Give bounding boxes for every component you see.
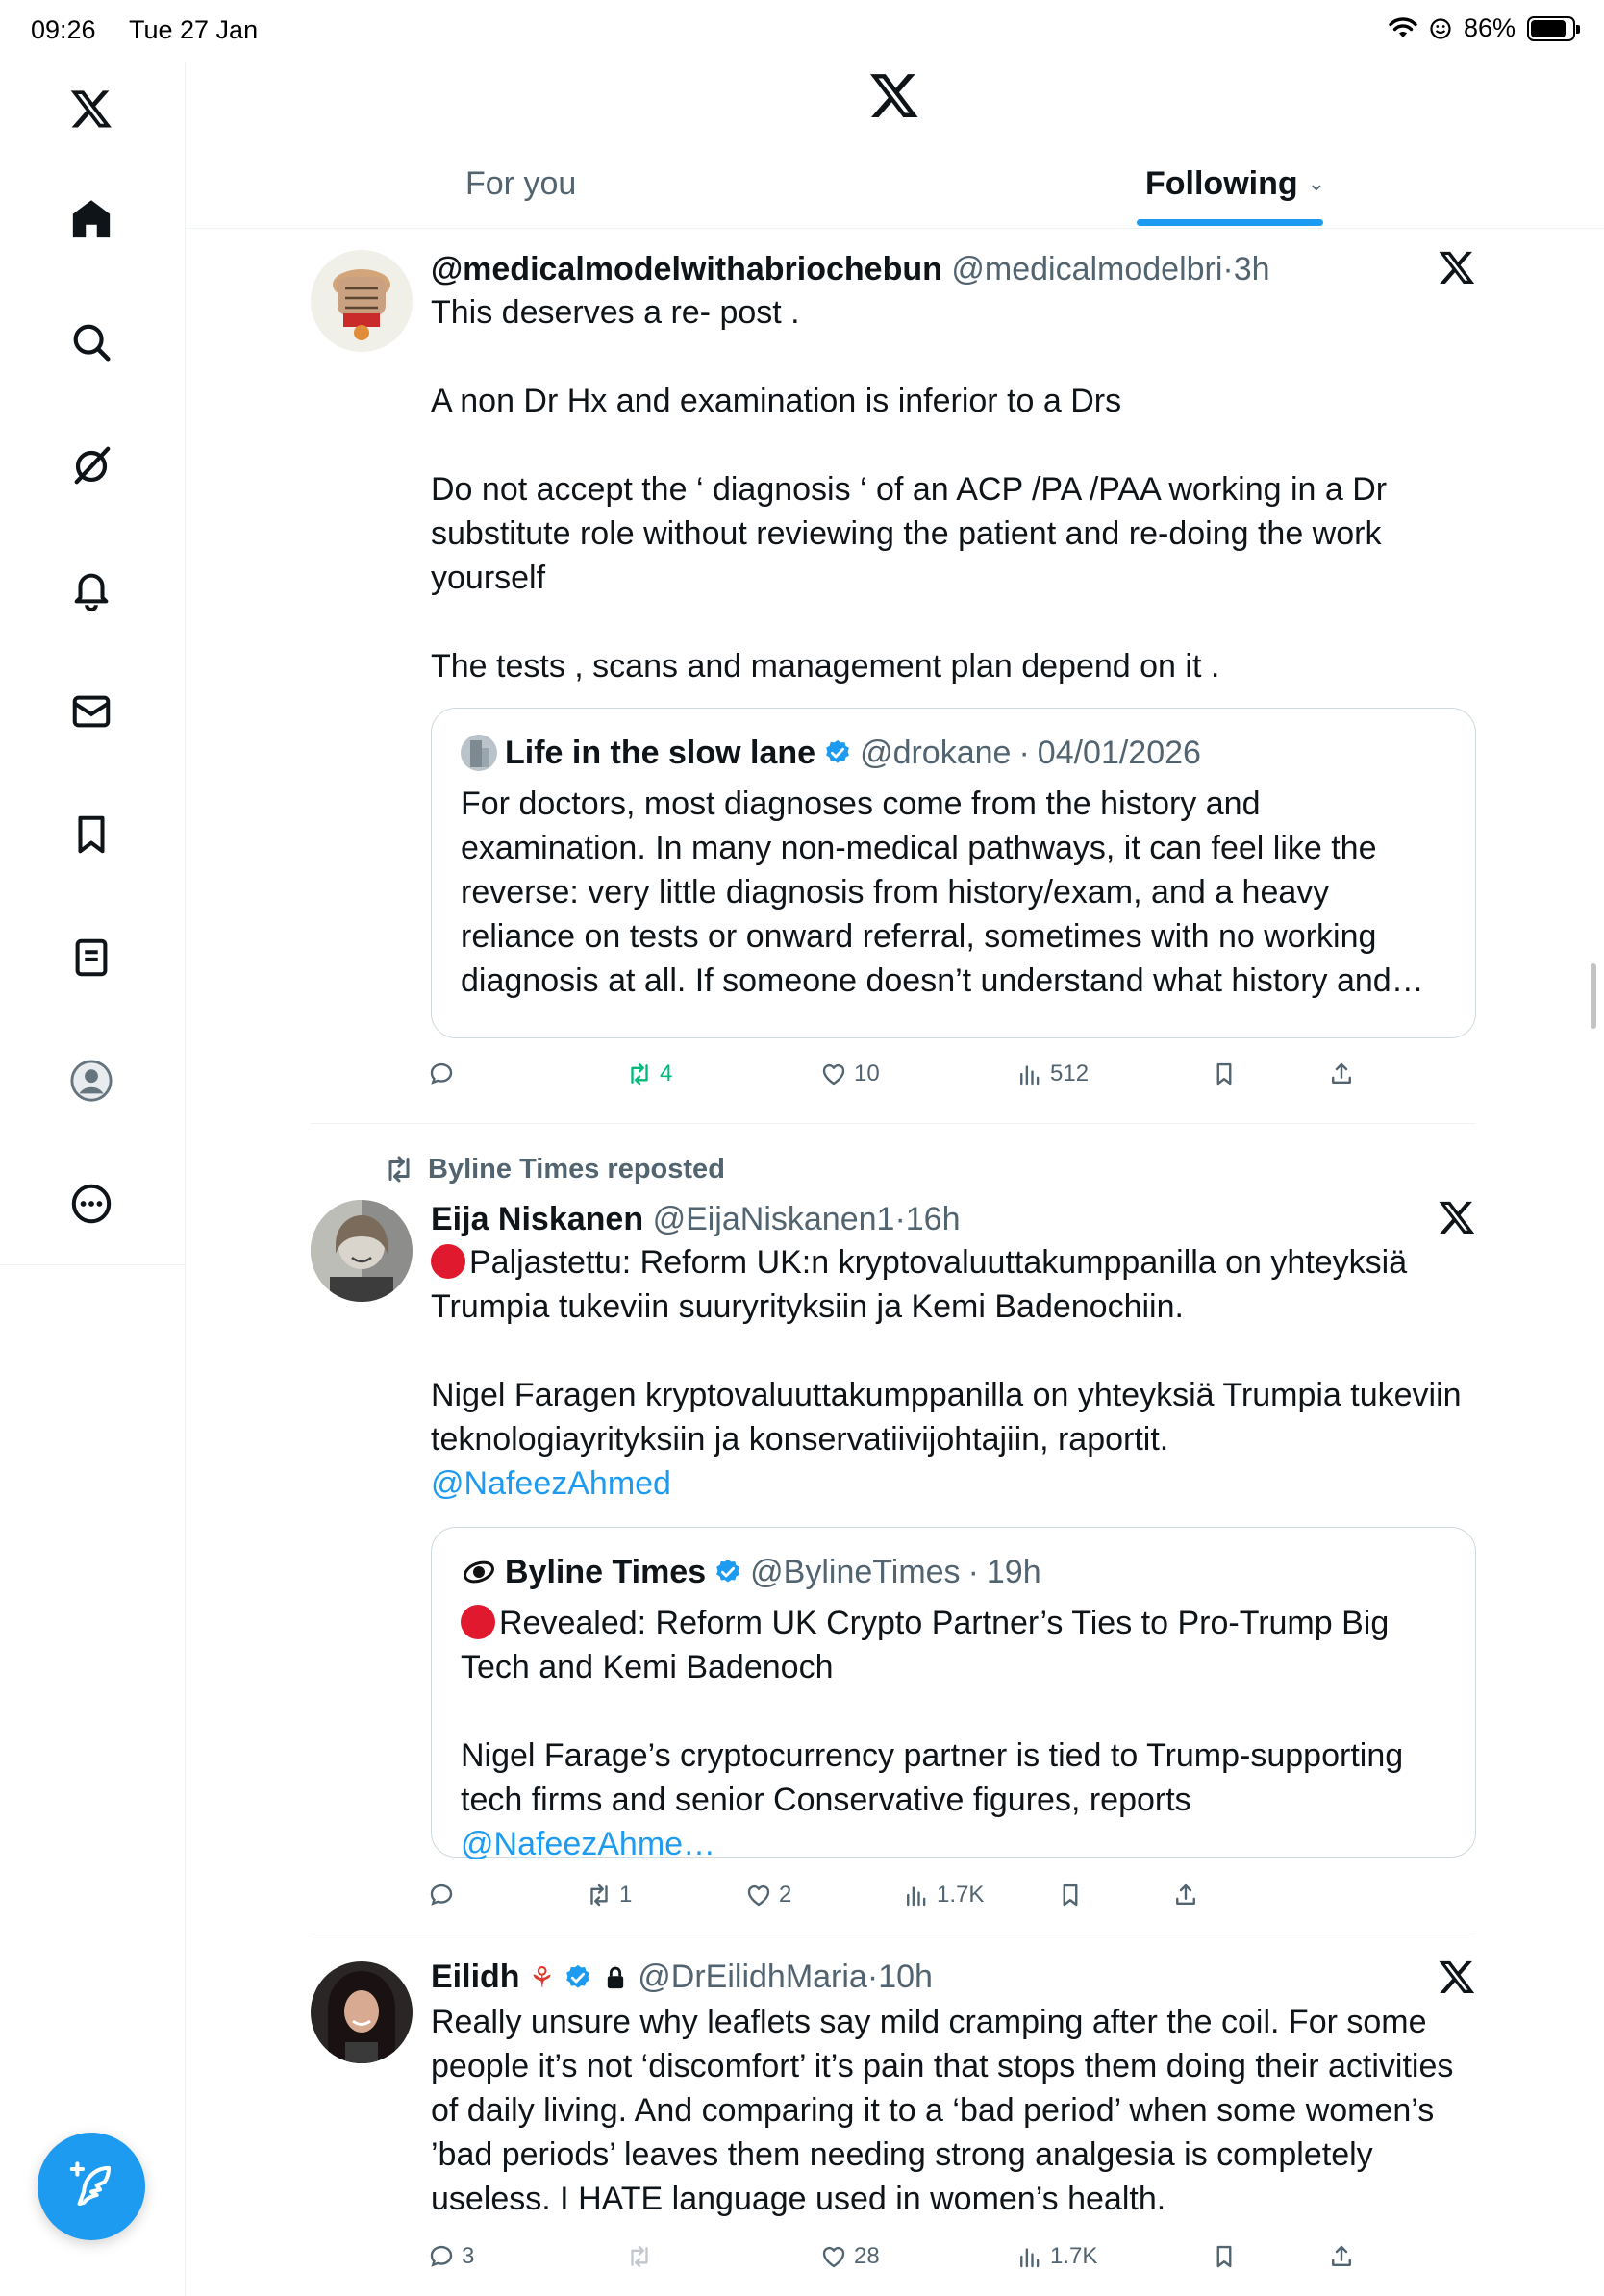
compose-post-button[interactable] <box>38 2133 145 2240</box>
like-count: 28 <box>854 2243 880 2269</box>
quoted-paragraph <box>461 1601 1446 1689</box>
quoted-author-name: Life in the slow lane <box>505 735 816 771</box>
profile-avatar-icon[interactable] <box>65 1055 117 1107</box>
tweet-paragraph: A non Dr Hx and examination is inferior to a Drs <box>431 383 1122 419</box>
quoted-paragraph-text: Revealed: Reform UK Crypto Partner’s Ties to Pro-Trump Big Tech and Kemi Badenoch <box>461 1605 1390 1685</box>
tweet-header <box>431 1198 1474 1240</box>
repost-icon <box>585 1881 614 1909</box>
author-handle[interactable]: @DrEilidhMaria <box>638 1959 867 1995</box>
grok-icon[interactable] <box>65 439 117 491</box>
reply-count: 3 <box>462 2243 475 2269</box>
quoted-post-time: 04/01/2026 <box>1037 735 1201 771</box>
grok-x-icon[interactable] <box>1438 1198 1476 1236</box>
tab-following-label: Following <box>1145 165 1298 202</box>
sidebar-divider <box>185 62 186 2296</box>
separator-dot: · <box>1222 251 1234 287</box>
mention-link[interactable]: @NafeezAhme… <box>461 1826 716 1862</box>
chevron-down-icon[interactable]: ⌄ <box>1307 171 1326 195</box>
author-name[interactable]: Eija Niskanen <box>431 1201 644 1237</box>
tab-following[interactable] <box>1145 165 1325 203</box>
status-time: 09:26 <box>31 15 96 44</box>
mention-link[interactable]: @NafeezAhmed <box>431 1465 671 1502</box>
quoted-tweet-header <box>461 1551 1446 1593</box>
separator-dot: · <box>866 1959 879 1995</box>
notifications-bell-icon[interactable] <box>65 562 117 614</box>
battery-percent: 86% <box>1463 13 1516 42</box>
repost-icon <box>625 1060 654 1088</box>
like-button[interactable] <box>819 1060 880 1088</box>
author-name[interactable]: Eilidh <box>431 1959 520 1995</box>
heart-icon <box>819 2242 848 2271</box>
quoted-tweet[interactable] <box>431 1527 1476 1862</box>
share-button[interactable] <box>1327 2242 1356 2271</box>
view-count: 512 <box>1050 1061 1090 1086</box>
bookmark-icon <box>1056 1881 1085 1909</box>
bookmarks-icon[interactable] <box>65 809 117 861</box>
views-chart-icon <box>1015 2242 1044 2271</box>
share-icon <box>1327 2242 1356 2271</box>
like-count: 10 <box>854 1061 880 1086</box>
reply-button[interactable] <box>427 2242 474 2271</box>
reply-button[interactable] <box>427 1881 462 1909</box>
tweet-text <box>431 1240 1474 1506</box>
scrollbar[interactable] <box>1591 963 1596 1029</box>
tweet-text: Really unsure why leaflets say mild cramping after the coil. For some people it’s not ‘discomfort’ it’s pain that stops them doing their activities of daily living. And comparing it to a ‘bad period’ when some women’s ’bad periods’ leaves them needing strong analgesia is completely useless. I HATE language used in women’s health. <box>431 2004 1454 2217</box>
bookmark-icon <box>1210 1060 1239 1088</box>
empty-line <box>431 1329 1474 1373</box>
repost-count: 4 <box>660 1061 673 1086</box>
search-icon[interactable] <box>65 316 117 368</box>
empty-line <box>461 1689 1446 1734</box>
grok-x-icon[interactable] <box>1438 1958 1476 1996</box>
tweet-paragraph <box>431 1461 1474 1506</box>
tweet-actions <box>431 1881 1476 1919</box>
lock-icon <box>602 1963 629 1992</box>
tab-for-you-label: For you <box>465 165 577 202</box>
view-count: 1.7K <box>937 1882 985 1908</box>
tweet-actions <box>431 1060 1476 1098</box>
bookmark-button[interactable] <box>1056 1881 1085 1909</box>
home-icon[interactable] <box>65 193 117 245</box>
tweet[interactable] <box>311 248 1476 1113</box>
tweet[interactable] <box>311 1198 1476 1909</box>
share-button[interactable] <box>1327 1060 1356 1088</box>
tweet-body <box>431 1956 1474 2221</box>
wifi-icon <box>1389 17 1417 40</box>
status-bar <box>0 0 1604 62</box>
quoted-avatar <box>461 735 497 771</box>
sidebar <box>0 62 186 1265</box>
post-time[interactable]: 16h <box>905 1201 961 1237</box>
quoted-author-handle: @drokane <box>860 735 1012 771</box>
share-icon <box>1171 1881 1200 1909</box>
lists-icon[interactable] <box>65 932 117 984</box>
separator-dot: · <box>894 1201 906 1237</box>
separator-dot: · <box>967 1554 979 1590</box>
red-circle-emoji-icon <box>431 1244 465 1279</box>
post-time[interactable]: 10h <box>878 1959 933 1995</box>
tweet-paragraph: The tests , scans and management plan depend on it . <box>431 648 1220 685</box>
separator-dot: · <box>1018 735 1030 771</box>
quoted-tweet-text: For doctors, most diagnoses come from the history and examination. In many non-medical pathways, it can feel like the reverse: very little diagnosis from history/exam, and a heavy reliance on tests or onward referral, sometimes with no working diagnosis at all. If someone doesn’t understand what history and… <box>461 786 1424 999</box>
reply-icon <box>427 1060 456 1088</box>
reply-button[interactable] <box>427 1060 462 1088</box>
views-chart-icon <box>1015 1060 1044 1088</box>
quoted-paragraph <box>461 1734 1446 1866</box>
verified-badge-icon <box>564 1963 592 1992</box>
tweet-divider <box>311 1123 1476 1124</box>
heart-icon <box>744 1881 773 1909</box>
views-chart-icon <box>902 1881 931 1909</box>
tweet-paragraph <box>431 600 1474 644</box>
bookmark-button[interactable] <box>1210 2242 1239 2271</box>
reply-icon <box>427 1881 456 1909</box>
quoted-tweet[interactable] <box>431 708 1476 1038</box>
tweet-paragraph: Do not accept the ‘ diagnosis ‘ of an ACP /PA /PAA working in a Dr substitute role without reviewing the patient and re-doing the work yourself <box>431 471 1388 596</box>
quoted-post-time: 19h <box>986 1554 1041 1590</box>
tweet[interactable] <box>311 1956 1476 2296</box>
repost-button[interactable] <box>625 1060 672 1088</box>
x-logo-icon[interactable] <box>868 69 920 121</box>
quoted-tweet-text <box>461 1601 1446 1866</box>
active-tab-indicator <box>1137 219 1323 226</box>
author-handle[interactable]: @medicalmodelbri <box>951 251 1223 287</box>
quoted-avatar <box>461 1554 497 1590</box>
repost-button[interactable] <box>625 2242 660 2271</box>
tweet-header <box>431 1956 1474 2000</box>
tweet-text <box>431 290 1474 688</box>
bookmark-button[interactable] <box>1210 1060 1239 1088</box>
compose-feather-icon <box>65 2160 117 2212</box>
repost-icon <box>625 2242 654 2271</box>
repost-button[interactable] <box>585 1881 632 1909</box>
views-button[interactable] <box>1015 1060 1089 1088</box>
tweet-body <box>431 1198 1474 1506</box>
share-button[interactable] <box>1171 1881 1200 1909</box>
share-icon <box>1327 1060 1356 1088</box>
repost-label: Byline Times reposted <box>428 1153 725 1185</box>
verified-badge-icon <box>714 1558 742 1586</box>
x-logo-icon[interactable] <box>65 83 117 135</box>
tab-for-you[interactable] <box>465 165 576 203</box>
like-count: 2 <box>779 1882 792 1908</box>
crab-emoji-icon: ⚘ <box>529 1962 555 1994</box>
heart-icon <box>819 1060 848 1088</box>
battery-icon <box>1527 16 1575 41</box>
tweet-paragraph <box>431 335 1474 379</box>
like-button[interactable] <box>819 2242 880 2271</box>
like-button[interactable] <box>744 1881 791 1909</box>
views-button[interactable] <box>1015 2242 1097 2271</box>
battery-fill <box>1531 20 1566 37</box>
bookmark-icon <box>1210 2242 1239 2271</box>
tweet-paragraph-text: Paljastettu: Reform UK:n kryptovaluuttakumppanilla on yhteyksiä Trumpia tukeviin suuryrityksiin ja Kemi Badenochiin. <box>431 1244 1408 1325</box>
messages-envelope-icon[interactable] <box>65 686 117 737</box>
status-date: Tue 27 Jan <box>129 15 259 44</box>
red-circle-emoji-icon <box>461 1605 495 1639</box>
repost-count: 1 <box>619 1882 633 1908</box>
repost-indicator[interactable] <box>382 1152 725 1186</box>
author-handle[interactable]: @EijaNiskanen1 <box>652 1201 895 1237</box>
timeline-header <box>186 62 1604 229</box>
post-time[interactable]: 3h <box>1233 251 1270 287</box>
quoted-author-handle: @BylineTimes <box>750 1554 961 1590</box>
quoted-paragraph-text: Nigel Farage’s cryptocurrency partner is tied to Trump-supporting tech firms and senior Conservative figures, reports <box>461 1737 1404 1818</box>
tweet-body <box>431 248 1474 688</box>
repost-icon <box>382 1152 416 1186</box>
status-right <box>1389 13 1575 43</box>
verified-badge-icon <box>823 738 852 767</box>
tweet-paragraph <box>431 1240 1474 1329</box>
avatar[interactable] <box>311 1200 413 1302</box>
tweet-paragraph: Nigel Faragen kryptovaluuttakumppanilla on yhteyksiä Trumpia tukeviin teknologiayrityksiin ja konservatiivijohtajiin, raportit. <box>431 1377 1462 1458</box>
quoted-author-name: Byline Times <box>505 1554 707 1590</box>
views-button[interactable] <box>902 1881 984 1909</box>
author-name[interactable]: @medicalmodelwithabriochebun <box>431 251 942 287</box>
quoted-tweet-header <box>461 732 1446 774</box>
avatar[interactable] <box>311 1961 413 2063</box>
tweet-header <box>431 248 1474 290</box>
tweet-paragraph <box>431 423 1474 467</box>
reply-icon <box>427 2242 456 2271</box>
view-count: 1.7K <box>1050 2243 1098 2269</box>
grok-x-icon[interactable] <box>1438 248 1476 287</box>
avatar[interactable] <box>311 250 413 352</box>
more-options-icon[interactable] <box>65 1178 117 1230</box>
tweet-actions <box>431 2242 1476 2281</box>
tweet-paragraph: This deserves a re- post . <box>431 294 800 331</box>
focus-mode-icon <box>1429 17 1452 40</box>
